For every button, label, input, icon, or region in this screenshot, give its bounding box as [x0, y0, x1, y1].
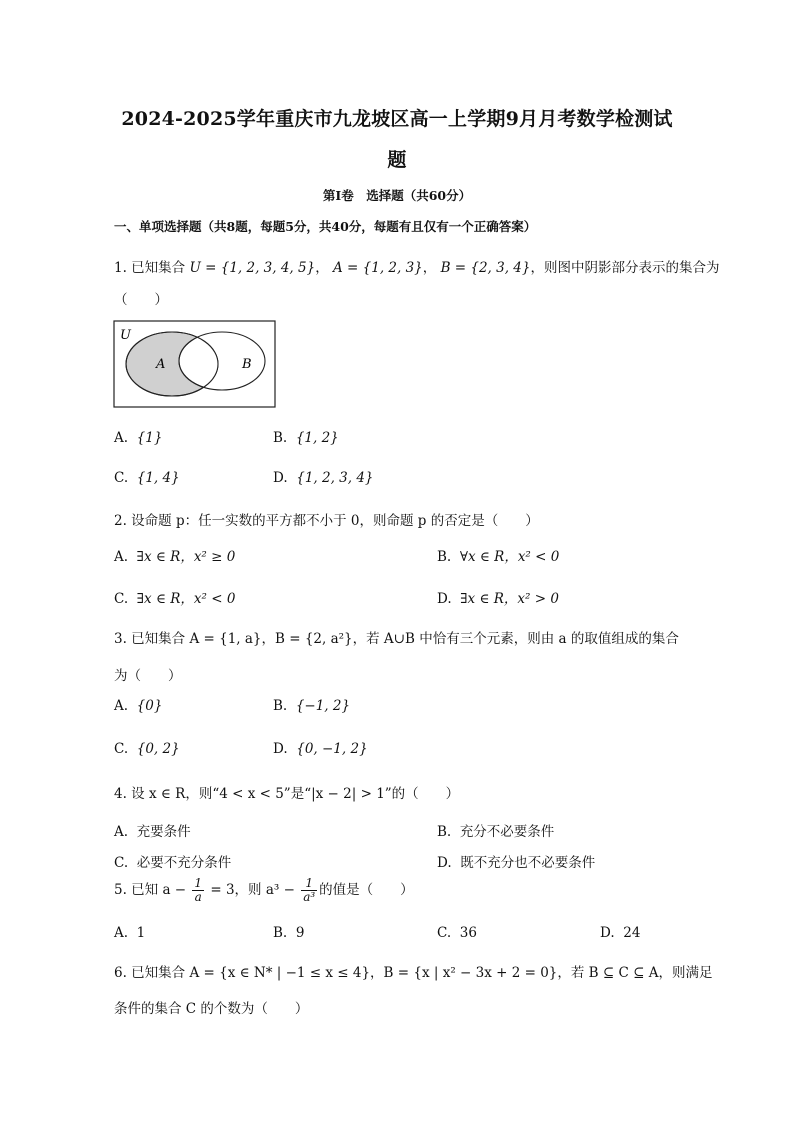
q1-option-b: B. {1, 2} — [273, 430, 339, 446]
question-1-stem: 1. 已知集合 U = {1, 2, 3, 4, 5}， A = {1, 2, 3}， B = {2, 3, 4}，则图中阴影部分表示的集合为 — [114, 260, 720, 276]
q3-option-b: B. {−1, 2} — [273, 698, 351, 714]
part-heading: 一、单项选择题（共8题，每题5分，共40分，每题有且仅有一个正确答案） — [114, 219, 537, 234]
q5-option-a: A. 1 — [114, 925, 146, 941]
q3-option-c: C. {0, 2} — [114, 741, 180, 757]
venn-label-b: B — [242, 357, 252, 372]
question-5-stem: 5. 已知 a − $\frac{1}{a}$ = 3，则 a³ − $\frac{1}{\text{a³}}$ 的值是（ ） — [114, 876, 414, 904]
q5-option-b: B. 9 — [273, 925, 305, 941]
paper-title-line2: 题 — [387, 149, 407, 171]
question-6-stem-line1: 6. 已知集合 A = {x ∈ N* | −1 ≤ x ≤ 4}，B = {x | x² − 3x + 2 = 0}，若 B ⊆ C ⊆ A，则满足 — [114, 965, 713, 981]
q2-option-c: C. ∃x ∈ R，x² < 0 — [114, 591, 236, 607]
venn-diagram — [112, 320, 278, 410]
section-heading: 第I卷 选择题（共60分） — [322, 188, 472, 203]
q4-option-c: C. 必要不充分条件 — [114, 855, 232, 871]
q2-option-a: A. ∃x ∈ R，x² ≥ 0 — [114, 549, 236, 565]
question-2-stem: 2. 设命题 p：任一实数的平方都不小于 0，则命题 p 的否定是（ ） — [114, 513, 539, 529]
question-1-blank: （ ） — [114, 292, 168, 308]
q3-option-a: A. {0} — [114, 698, 163, 714]
q1-option-c: C. {1, 4} — [114, 470, 180, 486]
question-6-stem-line2: 条件的集合 C 的个数为（ ） — [114, 1001, 309, 1017]
q1-option-a: A. {1} — [114, 430, 163, 446]
venn-label-u: U — [120, 328, 131, 343]
question-4-stem: 4. 设 x ∈ R，则“4 < x < 5”是“|x − 2| > 1”的（ ） — [114, 786, 460, 802]
q3-option-d: D. {0, −1, 2} — [273, 741, 368, 757]
q4-option-d: D. 既不充分也不必要条件 — [437, 855, 596, 871]
q4-option-a: A. 充要条件 — [114, 824, 191, 840]
paper-title-line1: 2024-2025学年重庆市九龙坡区高一上学期9月月考数学检测试 — [121, 108, 673, 130]
q2-option-d: D. ∃x ∈ R，x² > 0 — [437, 591, 559, 607]
venn-label-a: A — [156, 357, 166, 372]
q4-option-b: B. 充分不必要条件 — [437, 824, 555, 840]
question-3-stem-line2: 为（ ） — [114, 668, 182, 684]
q2-option-b: B. ∀x ∈ R，x² < 0 — [437, 549, 560, 565]
fraction-1-over-a: $\frac{1}{a}$ — [194, 876, 203, 904]
q5-option-d: D. 24 — [600, 925, 641, 941]
q5-option-c: C. 36 — [437, 925, 477, 941]
question-3-stem-line1: 3. 已知集合 A = {1, a}，B = {2, a²}，若 A∪B 中恰有三个元素，则由 a 的取值组成的集合 — [114, 631, 679, 647]
q1-option-d: D. {1, 2, 3, 4} — [273, 470, 374, 486]
fraction-1-over-a-cubed: $\frac{1}{\text{a³}}$ — [303, 876, 316, 904]
